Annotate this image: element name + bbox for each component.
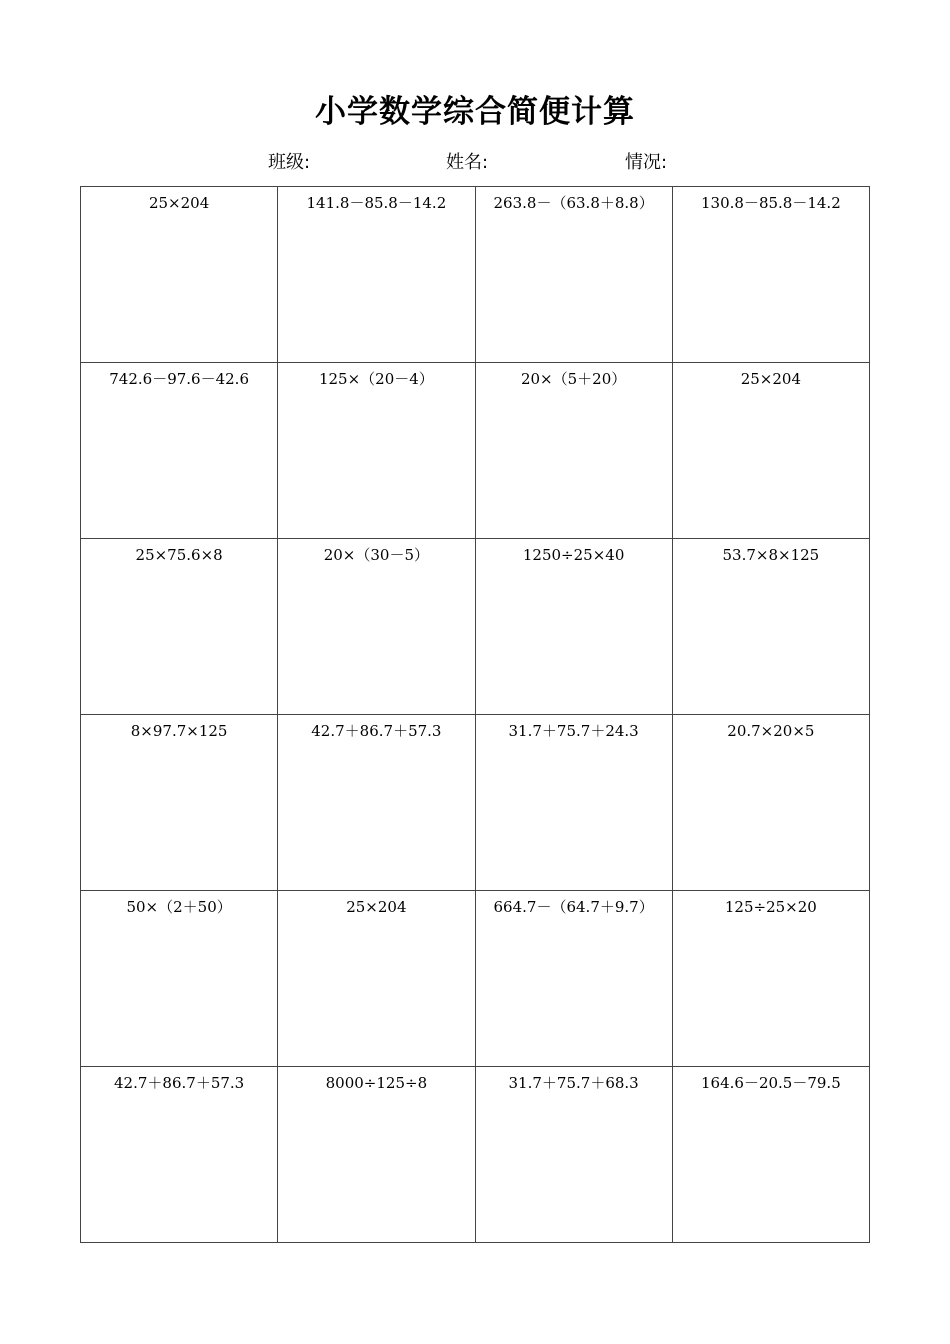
problem-cell: 25×204 bbox=[81, 187, 278, 363]
problem-cell: 125×（20－4） bbox=[278, 363, 475, 539]
problem-cell: 25×75.6×8 bbox=[81, 539, 278, 715]
problem-cell: 742.6－97.6－42.6 bbox=[81, 363, 278, 539]
problem-cell: 42.7＋86.7＋57.3 bbox=[81, 1067, 278, 1243]
problem-cell: 20×（30－5） bbox=[278, 539, 475, 715]
problem-cell: 25×204 bbox=[278, 891, 475, 1067]
problem-cell: 53.7×8×125 bbox=[672, 539, 869, 715]
problem-cell: 164.6－20.5－79.5 bbox=[672, 1067, 869, 1243]
class-label: 班级: bbox=[268, 152, 311, 173]
problem-cell: 664.7－（64.7＋9.7） bbox=[475, 891, 672, 1067]
problem-row bbox=[81, 715, 870, 891]
problem-cell: 8×97.7×125 bbox=[81, 715, 278, 891]
problem-cell: 20.7×20×5 bbox=[672, 715, 869, 891]
problem-cell: 141.8－85.8－14.2 bbox=[278, 187, 475, 363]
problem-cell: 31.7＋75.7＋68.3 bbox=[475, 1067, 672, 1243]
problem-cell: 25×204 bbox=[672, 363, 869, 539]
problem-cell: 20×（5＋20） bbox=[475, 363, 672, 539]
problem-cell: 130.8－85.8－14.2 bbox=[672, 187, 869, 363]
problem-row bbox=[81, 187, 870, 363]
problem-row bbox=[81, 363, 870, 539]
status-label: 情况: bbox=[625, 152, 668, 173]
problem-row bbox=[81, 1067, 870, 1243]
problem-cell: 42.7＋86.7＋57.3 bbox=[278, 715, 475, 891]
problem-row bbox=[81, 891, 870, 1067]
problem-grid bbox=[80, 186, 870, 1243]
student-info-row bbox=[0, 150, 950, 176]
problem-row bbox=[81, 539, 870, 715]
name-label: 姓名: bbox=[446, 152, 489, 173]
problem-cell: 1250÷25×40 bbox=[475, 539, 672, 715]
problem-cell: 31.7＋75.7＋24.3 bbox=[475, 715, 672, 891]
problem-cell: 50×（2＋50） bbox=[81, 891, 278, 1067]
worksheet-title: 小学数学综合简便计算 bbox=[315, 94, 635, 130]
problem-cell: 125÷25×20 bbox=[672, 891, 869, 1067]
problem-cell: 263.8－（63.8＋8.8） bbox=[475, 187, 672, 363]
problem-cell: 8000÷125÷8 bbox=[278, 1067, 475, 1243]
